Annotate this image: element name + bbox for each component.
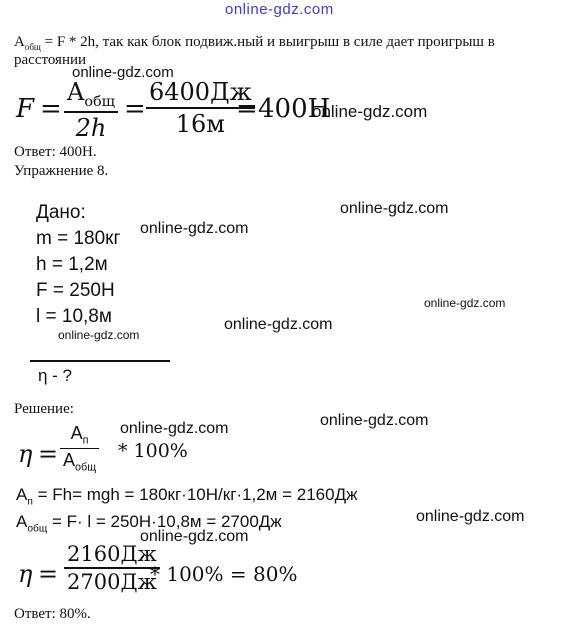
formula-force-eq2: = (124, 94, 146, 124)
watermark: online-gdz.com (72, 64, 174, 81)
formula-force-eq3: = (236, 94, 258, 124)
watermark: online-gdz.com (340, 200, 449, 217)
eta-formula-num: $A_п$ (70, 423, 89, 447)
formula-force-lhs: F (16, 94, 35, 124)
useful-work-line: $A_п = Fh=$ mgh = 180кг·10Н/кг·1,2м = 2160Дж (16, 485, 358, 508)
watermark: online-gdz.com (424, 296, 506, 310)
total-work-line: $A_{общ} = F\cdot l = 250Н\cdot 10,8м = 2700Дж$ (16, 512, 282, 535)
eta-calc-lhs: η (18, 560, 33, 588)
eta-calc-frac (64, 542, 160, 594)
given-height: h = 1,2м (36, 254, 108, 275)
formula-force-frac2-num: 6400Дж (149, 78, 252, 106)
eta-calc-tail: * 100% = 80% (150, 562, 298, 586)
formula-force-result: 400Н (258, 94, 331, 124)
watermark: online-gdz.com (140, 220, 249, 237)
eta-calc-den: 2700Дж (67, 570, 157, 594)
watermark: online-gdz.com (224, 316, 333, 333)
given-force: F = 250Н (36, 280, 115, 301)
watermark-top: online-gdz.com (225, 1, 334, 18)
work-relation-line-2: расстоянии (14, 52, 87, 68)
formula-force-frac1 (64, 78, 118, 142)
given-unknown: η - ? (38, 366, 73, 385)
watermark: online-gdz.com (320, 412, 429, 429)
exercise-title: Упражнение 8. (14, 163, 109, 179)
formula-force-frac2-den: 16м (175, 110, 225, 138)
given-length: l = 10,8м (36, 306, 112, 327)
formula-force-eq1: = (40, 94, 62, 124)
solution-label: Решение: (14, 401, 74, 417)
answer-part2: Ответ: 80%. (14, 606, 91, 622)
given-mass: m = 180кг (36, 228, 121, 249)
answer-part1: Ответ: 400Н. (14, 144, 97, 160)
watermark: online-gdz.com (140, 528, 249, 545)
work-relation-line-1 (14, 34, 495, 52)
eta-formula-frac (60, 423, 99, 474)
eta-formula-tail: * 100% (118, 440, 188, 462)
watermark: online-gdz.com (120, 420, 229, 437)
eta-formula-lhs: η (18, 440, 33, 468)
watermark: online-gdz.com (416, 508, 525, 525)
eta-formula-eq: = (38, 440, 59, 468)
formula-force-frac1-den: 2h (75, 113, 107, 142)
eta-calc-eq: = (38, 560, 59, 588)
eta-formula-den: $A_{общ}$ (63, 450, 97, 474)
given-label: Дано: (36, 202, 86, 223)
given-separator-line (30, 360, 170, 362)
formula-force-frac1-num: $A_{общ}$ (67, 78, 116, 110)
watermark: online-gdz.com (58, 328, 140, 342)
work-relation-text: $A_{общ} = F * 2h$, так как блок подвиж.ный и выигрыш в силе дает проигрыш в (14, 34, 495, 52)
watermark: online-gdz.com (312, 102, 428, 121)
eta-calc-num: 2160Дж (67, 542, 157, 566)
